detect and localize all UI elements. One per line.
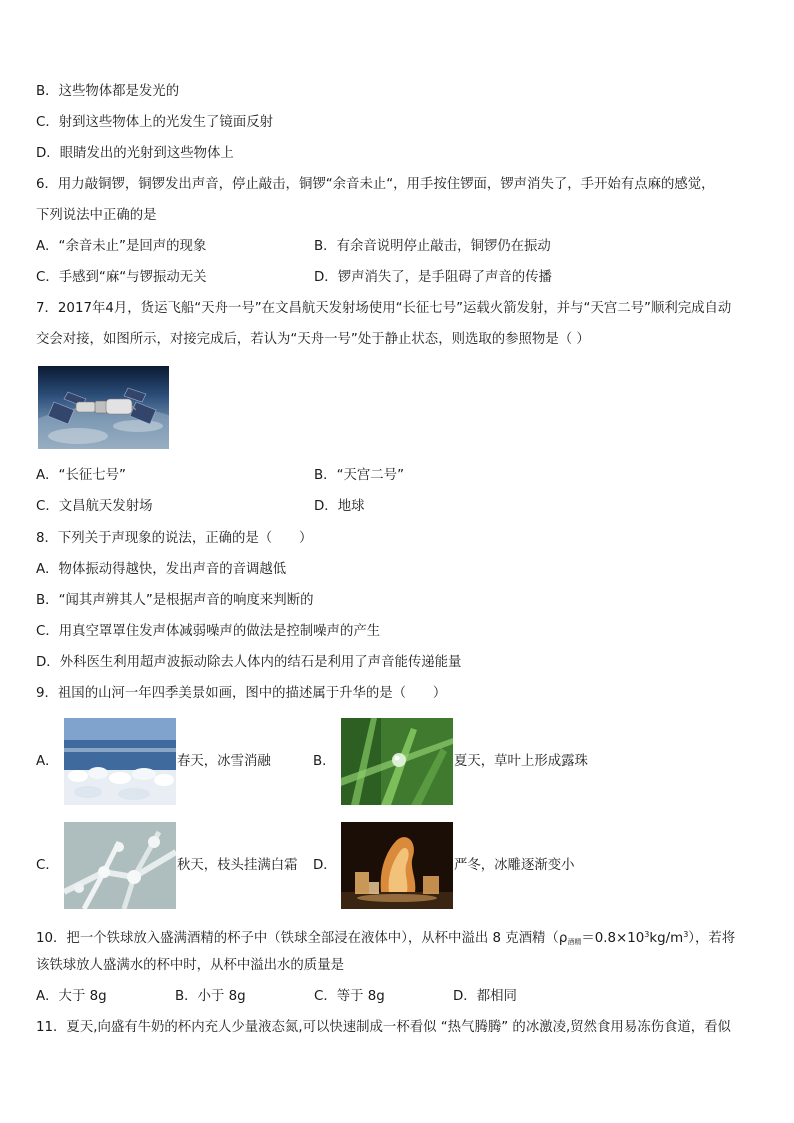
ice-sculpture-illustration xyxy=(341,822,453,909)
q5-option-c: C．射到这些物体上的光发生了镜面反射 xyxy=(36,115,273,130)
q8-option-a: A．物体振动得越快，发出声音的音调越低 xyxy=(36,562,287,577)
q10-option-b: B．小于 8g xyxy=(175,989,246,1004)
q7-stem-line2: 交会对接，如图所示，对接完成后，若认为“天舟一号”处于静止状态，则选取的参照物是（ ） xyxy=(36,332,590,347)
q6-option-b: B．有余音说明停止敲击，铜锣仍在振动 xyxy=(314,239,551,254)
q9-label-c: C． xyxy=(36,858,59,873)
q10-stem-line1 xyxy=(36,925,735,952)
q10-density-subscript: 酒精 xyxy=(567,938,582,946)
q9-label-d: D． xyxy=(313,858,337,873)
q7-option-c: C．文昌航天发射场 xyxy=(36,499,153,514)
q9-label-a: A． xyxy=(36,754,59,769)
q10-stem-part1: 10．把一个铁球放入盛满酒精的杯子中（铁球全部浸在液体中），从杯中溢出 8 克酒精（ρ xyxy=(36,931,568,946)
q9-label-b: B． xyxy=(313,754,336,769)
q7-option-d: D．地球 xyxy=(314,499,365,514)
q10-stem-part2: ＝0.8×10 xyxy=(581,931,645,946)
q10-unit-exponent: 3 xyxy=(683,930,689,939)
q10-stem-part3: kg/m xyxy=(649,931,684,946)
q6-option-c: C．手感到“麻“与锣振动无关 xyxy=(36,270,207,285)
q7-option-b: B．“天宫二号” xyxy=(314,468,405,483)
q10-option-c: C．等于 8g xyxy=(314,989,385,1004)
dew-drop-illustration xyxy=(341,718,453,805)
q9-text-d: 严冬，冰雕逐渐变小 xyxy=(454,858,575,873)
q8-option-c: C．用真空罩罩住发声体减弱噪声的做法是控制噪声的产生 xyxy=(36,624,381,639)
autumn-frost-image xyxy=(64,822,176,909)
q10-option-a: A．大于 8g xyxy=(36,989,107,1004)
q9-stem: 9．祖国的山河一年四季美景如画，图中的描述属于升华的是（ ） xyxy=(36,686,447,701)
q10-exponent: 3 xyxy=(644,930,650,939)
space-station-docking-image xyxy=(38,366,169,449)
q7-option-a: A．“长征七号” xyxy=(36,468,126,483)
q7-stem-line1: 7．2017年4月，货运飞船“天舟一号”在文昌航天发射场使用“长征七号”运载火箭发射，并与“天宫二号”顺利完成自动 xyxy=(36,301,732,316)
q11-stem-line1: 11．夏天,向盛有牛奶的杯内充人少量液态氮,可以快速制成一杯看似 “热气腾腾” 的冰激凌,贸然食用易冻伤食道，看似 xyxy=(36,1020,731,1035)
ice-melting-illustration xyxy=(64,718,176,805)
q10-stem-line2: 该铁球放人盛满水的杯中时，从杯中溢出水的质量是 xyxy=(36,958,344,973)
winter-ice-sculpture-image xyxy=(341,822,453,909)
q5-option-b: B．这些物体都是发光的 xyxy=(36,84,180,99)
summer-dew-image xyxy=(341,718,453,805)
q8-option-d: D．外科医生利用超声波振动除去人体内的结石是利用了声音能传递能量 xyxy=(36,655,462,670)
q10-stem-part4: ），若将 xyxy=(688,931,736,946)
q9-text-a: 春天，冰雪消融 xyxy=(177,754,271,769)
q9-text-c: 秋天，枝头挂满白霜 xyxy=(177,858,298,873)
q8-option-b: B．“闻其声辨其人”是根据声音的响度来判断的 xyxy=(36,593,314,608)
q6-stem-line1: 6．用力敲铜锣，铜锣发出声音，停止敲击，铜锣“余音未止“，用手按住锣面，锣声消失了，手开始有点麻的感觉， xyxy=(36,177,715,192)
spring-ice-melting-image xyxy=(64,718,176,805)
q5-option-d: D．眼睛发出的光射到这些物体上 xyxy=(36,146,234,161)
q6-option-a: A．“余音未止”是回声的现象 xyxy=(36,239,207,254)
q10-option-d: D．都相同 xyxy=(453,989,517,1004)
frost-branch-illustration xyxy=(64,822,176,909)
q8-stem: 8．下列关于声现象的说法，正确的是（ ） xyxy=(36,531,313,546)
space-station-illustration xyxy=(38,366,169,449)
q6-option-d: D．锣声消失了，是手阻碍了声音的传播 xyxy=(314,270,552,285)
q6-stem-line2: 下列说法中正确的是 xyxy=(36,208,157,223)
q9-text-b: 夏天，草叶上形成露珠 xyxy=(454,754,588,769)
